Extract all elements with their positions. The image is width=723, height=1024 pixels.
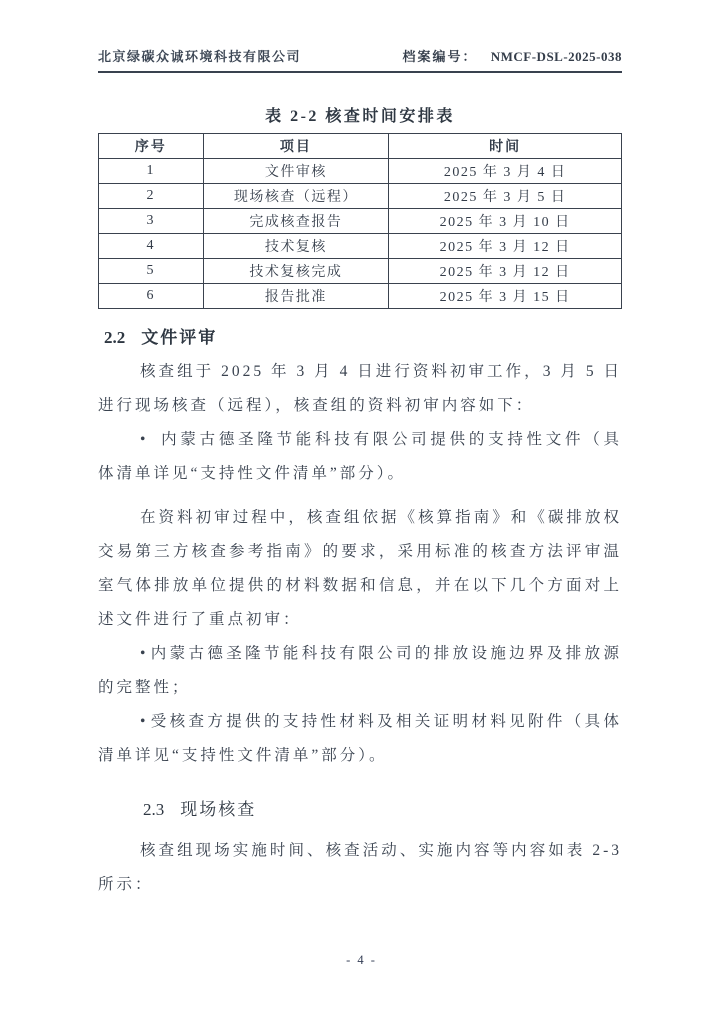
section-number: 2.2: [104, 328, 126, 347]
item-cell: 技术复核完成: [203, 259, 389, 284]
date-cell: 2025 年 3 月 12 日: [389, 259, 622, 284]
bullet-item-boundary: [98, 637, 622, 705]
archive-value: NMCF-DSL-2025-038: [490, 49, 622, 64]
date-cell: 2025 年 3 月 4 日: [389, 159, 622, 184]
item-cell: 技术复核: [203, 234, 389, 259]
bullet-icon: •: [140, 713, 149, 730]
section-number: 2.3: [143, 800, 165, 819]
table-row: [99, 234, 622, 259]
bullet-icon: •: [140, 645, 149, 662]
seq-cell: 1: [99, 159, 204, 184]
paragraph-review-process: 在资料初审过程中，核查组依据《核算指南》和《碳排放权交易第三方核查参考指南》的要求，采用标准的核查方法评审温室气体排放单位提供的材料数据和信息，并在以下几个方面对上述文件进行了重点初审：: [98, 509, 622, 628]
section-title: 现场核查: [180, 800, 257, 819]
item-cell: 文件审核: [203, 159, 389, 184]
seq-cell: 2: [99, 184, 204, 209]
seq-cell: 3: [99, 209, 204, 234]
date-cell: 2025 年 3 月 10 日: [389, 209, 622, 234]
table-row: [99, 259, 622, 284]
col-header-time: 时间: [389, 134, 622, 159]
col-header-item: 项目: [203, 134, 389, 159]
bullet-text: 内蒙古德圣隆节能科技有限公司的排放设施边界及排放源的完整性；: [98, 645, 622, 696]
table-row: [99, 284, 622, 309]
date-cell: 2025 年 3 月 15 日: [389, 284, 622, 309]
table-row: [99, 184, 622, 209]
seq-cell: 4: [99, 234, 204, 259]
item-cell: 报告批准: [203, 284, 389, 309]
section-heading-2-3: [143, 795, 622, 820]
col-header-seq: 序号: [99, 134, 204, 159]
paragraph-site-verification: 核查组现场实施时间、核查活动、实施内容等内容如表 2-3 所示：: [98, 842, 622, 893]
page-number: - 4 -: [346, 953, 377, 967]
table-header-row: [99, 134, 622, 159]
page-header: [98, 46, 622, 73]
table-caption: 表 2-2 核查时间安排表: [265, 108, 455, 125]
header-company-name: 北京绿碳众诚环境科技有限公司: [98, 49, 302, 64]
header-archive-number: [402, 46, 622, 65]
table-row: [99, 159, 622, 184]
seq-cell: 6: [99, 284, 204, 309]
item-cell: 完成核查报告: [203, 209, 389, 234]
paragraph-intro: 核查组于 2025 年 3 月 4 日进行资料初审工作，3 月 5 日进行现场核查（远程），核查组的资料初审内容如下：: [98, 363, 622, 414]
table-row: [99, 209, 622, 234]
bullet-icon: •: [140, 431, 149, 448]
date-cell: 2025 年 3 月 5 日: [389, 184, 622, 209]
section-title: 文件评审: [141, 328, 218, 347]
bullet-text: 内蒙古德圣隆节能科技有限公司提供的支持性文件（具体清单详见“支持性文件清单”部分）。: [98, 431, 622, 482]
item-cell: 现场核查（远程）: [203, 184, 389, 209]
bullet-text: 受核查方提供的支持性材料及相关证明材料见附件（具体清单详见“支持性文件清单”部分）。: [98, 713, 622, 764]
bullet-item-supporting-docs: [98, 423, 622, 491]
archive-label: 档案编号：: [402, 49, 478, 64]
bullet-item-materials: [98, 705, 622, 773]
seq-cell: 5: [99, 259, 204, 284]
date-cell: 2025 年 3 月 12 日: [389, 234, 622, 259]
schedule-table: [98, 133, 622, 309]
section-heading-2-2: [104, 323, 622, 348]
